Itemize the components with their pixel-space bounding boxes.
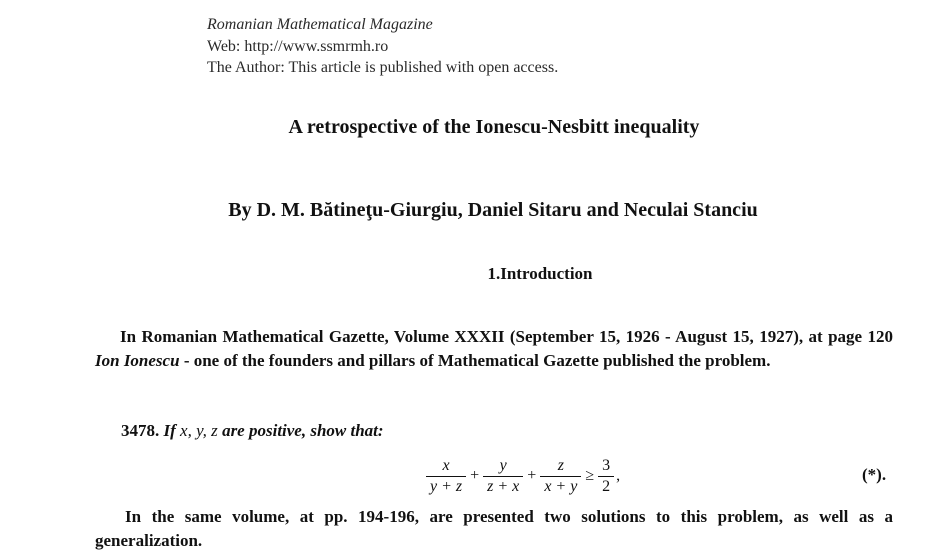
intro-paragraph bbox=[95, 325, 893, 373]
denominator: y + z bbox=[426, 476, 466, 497]
numerator: z bbox=[557, 456, 564, 474]
geq-sign: ≥ bbox=[585, 467, 595, 484]
journal-web: Web: http://www.ssmrmh.ro bbox=[207, 38, 389, 55]
denominator: z + x bbox=[483, 476, 523, 497]
problem-tail: are positive, show that: bbox=[222, 421, 384, 440]
equation-label: (*). bbox=[862, 465, 887, 484]
closing-paragraph: In the same volume, at pp. 194-196, are presented two solutions to this problem, as well as a generalization. bbox=[95, 507, 893, 550]
problem-variables: x, y, z bbox=[180, 421, 218, 440]
plus-sign: + bbox=[470, 467, 480, 484]
article-title: A retrospective of the Ionescu-Nesbitt inequality bbox=[288, 116, 700, 138]
numerator: x bbox=[442, 456, 450, 474]
section-heading: 1.Introduction bbox=[487, 264, 593, 283]
numerator: 3 bbox=[602, 456, 611, 474]
problem-lead: If bbox=[163, 421, 176, 440]
numerator: y bbox=[499, 456, 507, 474]
equation-comma: , bbox=[616, 467, 621, 484]
fraction-y bbox=[483, 456, 523, 497]
fraction-three-halves bbox=[598, 456, 614, 497]
inequality-equation bbox=[424, 451, 620, 501]
plus-sign: + bbox=[527, 467, 537, 484]
fraction-z bbox=[540, 456, 581, 497]
fraction-x bbox=[426, 456, 466, 497]
journal-name: Romanian Mathematical Magazine bbox=[207, 16, 433, 33]
denominator: x + y bbox=[540, 476, 581, 497]
problem-statement bbox=[121, 421, 384, 441]
author-name-ion-ionescu: Ion Ionescu bbox=[95, 351, 180, 370]
author-note: The Author: This article is published with open access. bbox=[207, 59, 559, 76]
problem-number: 3478. bbox=[121, 421, 160, 440]
article-byline: By D. M. Bătineţu-Giurgiu, Daniel Sitaru and Neculai Stanciu bbox=[228, 199, 758, 221]
denominator: 2 bbox=[598, 476, 614, 497]
intro-text-part1: In Romanian Mathematical Gazette, Volume XXXII (September 15, 1926 - August 15, 1927), at page 120 bbox=[120, 327, 893, 346]
intro-text-part2: - one of the founders and pillars of Mathematical Gazette published the problem. bbox=[179, 351, 771, 370]
